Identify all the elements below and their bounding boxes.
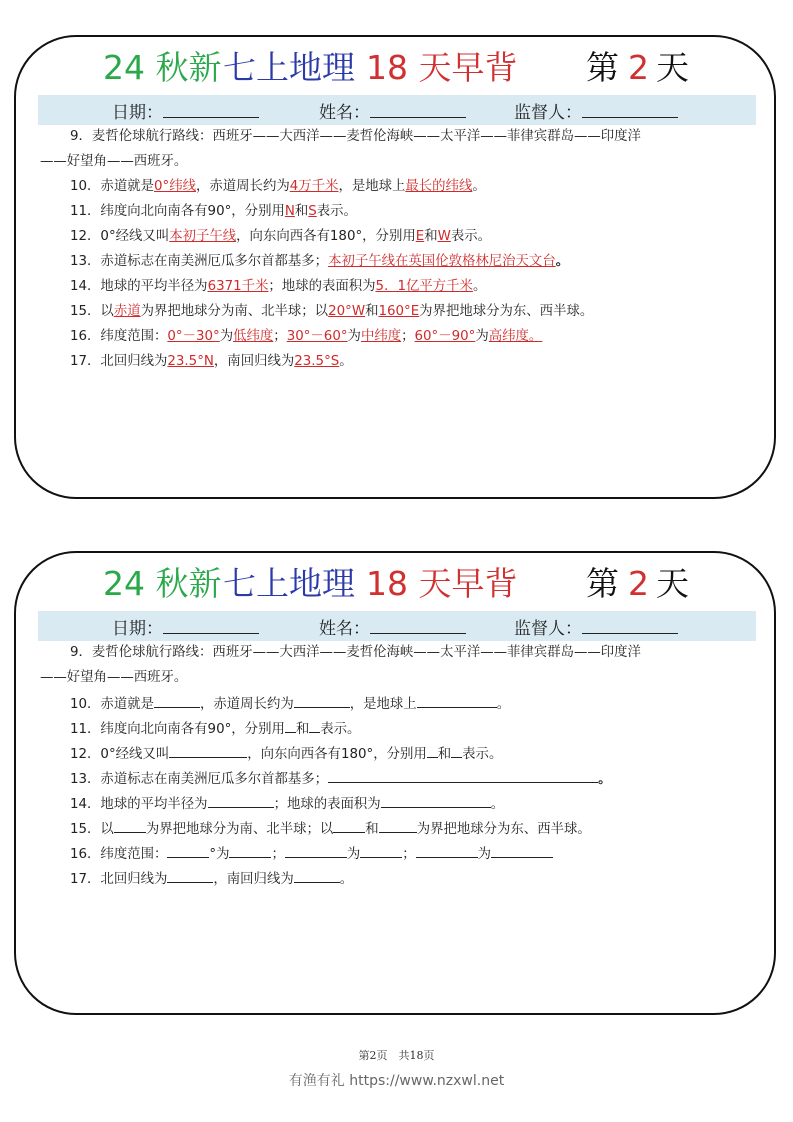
supervisor-label: 监督人： [514, 103, 582, 123]
fill-blank[interactable] [333, 818, 365, 833]
fill-blank[interactable] [417, 693, 497, 708]
item-14: 14．地球的平均半径为6371千米；地球的表面积为5．1亿平方千米。 [70, 279, 487, 294]
item-9-line2: ——好望角——西班牙。 [40, 154, 188, 169]
item-11: 11．纬度向北向南各有90°，分别用N和S表示。 [70, 204, 357, 219]
supervisor-label: 监督人： [514, 619, 582, 639]
item-14: 14．地球的平均半径为 ；地球的表面积为 。 [70, 793, 504, 813]
fill-blank[interactable] [427, 743, 438, 758]
info-bar [38, 95, 756, 125]
title-day-num: 2 [628, 564, 649, 603]
fill-blank[interactable] [309, 718, 320, 733]
fill-blank[interactable] [167, 868, 213, 883]
date-blank [163, 99, 259, 118]
fill-blank[interactable] [294, 868, 340, 883]
fill-blank[interactable] [379, 818, 417, 833]
title-day-suffix: 天 [656, 48, 689, 87]
item-15: 15．以 为界把地球分为南、北半球；以 和 为界把地球分为东、西半球。 [70, 818, 591, 838]
date-label: 日期： [112, 103, 163, 123]
item-9-line1: 9．麦哲伦球航行路线：西班牙——大西洋——麦哲伦海峡——太平洋——菲律宾群岛——印度洋 [70, 645, 641, 660]
fill-blank[interactable] [360, 843, 402, 858]
fill-blank[interactable] [169, 743, 247, 758]
item-12: 12．0°经线又叫本初子午线，向东向西各有180°，分别用E和W表示。 [70, 229, 492, 244]
fill-blank[interactable] [229, 843, 271, 858]
title-part3: 18 天早背 [366, 48, 518, 87]
site-watermark: 有渔有礼 https://www.nzxwl.net [288, 1073, 505, 1089]
supervisor-blank [582, 99, 678, 118]
fill-blank[interactable] [328, 768, 598, 783]
item-17: 17．北回归线为 ，南回归线为 。 [70, 868, 353, 888]
title-part1: 24 秋新 [103, 48, 222, 87]
item-9-line1: 9．麦哲伦球航行路线：西班牙——大西洋——麦哲伦海峡——太平洋——菲律宾群岛——印度洋 [70, 129, 641, 144]
item-12: 12．0°经线又叫 ，向东向西各有180°，分别用 和 表示。 [70, 743, 502, 763]
card-title [16, 45, 774, 91]
fill-blank[interactable] [381, 793, 491, 808]
date-label: 日期： [112, 619, 163, 639]
fill-blank[interactable] [167, 843, 209, 858]
title-part2: 七上地理 [223, 48, 355, 87]
item-9-line2: ——好望角——西班牙。 [40, 670, 188, 685]
name-blank [370, 99, 466, 118]
name-label: 姓名： [319, 103, 370, 123]
item-16: 16．纬度范围：0°－30°为低纬度；30°－60°为中纬度；60°－90°为高纬度。 [70, 329, 543, 344]
practice-card [14, 551, 776, 1015]
title-day-prefix: 第 [586, 48, 619, 87]
item-13: 13．赤道标志在南美洲厄瓜多尔首都基多；本初子午线在英国伦敦格林尼治天文台。 [70, 254, 570, 269]
item-10: 10．赤道就是0°纬线，赤道周长约为4万千米，是地球上最长的纬线。 [70, 179, 486, 194]
fill-blank[interactable] [451, 743, 462, 758]
fill-blank[interactable] [285, 718, 296, 733]
title-day-prefix: 第 [586, 564, 619, 603]
title-part3: 18 天早背 [366, 564, 518, 603]
title-part2: 七上地理 [223, 564, 355, 603]
fill-blank[interactable] [154, 693, 200, 708]
name-label: 姓名： [319, 619, 370, 639]
answer-card [14, 35, 776, 499]
item-11: 11．纬度向北向南各有90°，分别用 和 表示。 [70, 718, 360, 738]
item-16: 16．纬度范围： °为 ； 为 ； 为 [70, 843, 553, 863]
title-day-suffix: 天 [656, 564, 689, 603]
date-blank[interactable] [163, 615, 259, 634]
item-10: 10．赤道就是 ，赤道周长约为 ，是地球上 。 [70, 693, 510, 713]
fill-blank[interactable] [208, 793, 274, 808]
fill-blank[interactable] [294, 693, 350, 708]
title-part1: 24 秋新 [103, 564, 222, 603]
fill-blank[interactable] [285, 843, 347, 858]
item-17: 17．北回归线为23.5°N，南回归线为23.5°S。 [70, 354, 353, 369]
fill-blank[interactable] [114, 818, 146, 833]
fill-blank[interactable] [491, 843, 553, 858]
supervisor-blank[interactable] [582, 615, 678, 634]
item-15: 15．以赤道为界把地球分为南、北半球；以20°W和160°E为界把地球分为东、西半球。 [70, 304, 594, 319]
page-number: 第2页 共18页 [358, 1049, 435, 1062]
fill-blank[interactable] [416, 843, 478, 858]
name-blank[interactable] [370, 615, 466, 634]
item-13: 13．赤道标志在南美洲厄瓜多尔首都基多； 。 [70, 768, 611, 788]
card-title [16, 561, 774, 607]
title-day-num: 2 [628, 48, 649, 87]
info-bar [38, 611, 756, 641]
